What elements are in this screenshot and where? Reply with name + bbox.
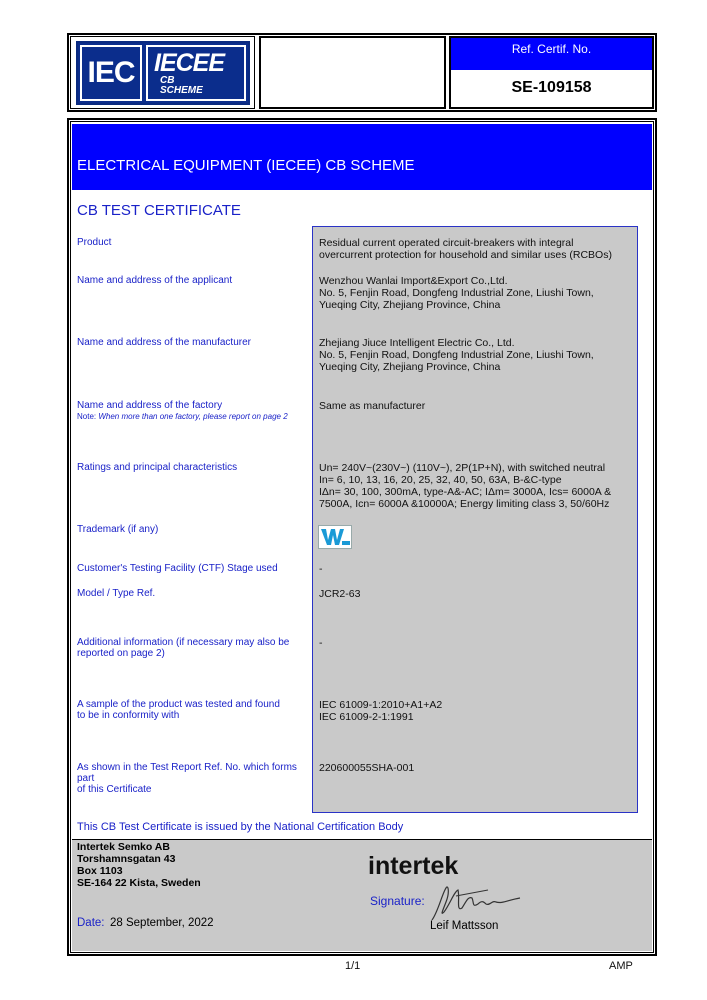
- additional-info-label: [77, 637, 312, 659]
- signer-name: Leif Mattsson: [430, 920, 499, 932]
- factory-note-prefix: Note:: [77, 412, 99, 421]
- ref-certif-number: SE-109158: [511, 79, 592, 96]
- sample-value: [319, 699, 634, 723]
- value-line: JCR2-63: [319, 588, 361, 600]
- document-code: AMP: [609, 960, 633, 972]
- header-blank-box: [259, 36, 446, 109]
- date-label: Date:: [77, 917, 105, 929]
- logo-background: [76, 41, 250, 105]
- value-line: Un= 240V~(230V~) (110V~), 2P(1P+N), with switched neutral: [319, 462, 606, 474]
- ctf-label: Customer's Testing Facility (CTF) Stage used: [77, 563, 278, 574]
- report-label-line: of this Certificate: [77, 784, 152, 795]
- value-line: No. 5, Fenjin Road, Dongfeng Industrial Zone, Liushi Town,: [319, 349, 594, 361]
- wl-trademark-logo-icon: [318, 525, 352, 549]
- intertek-logo: intertek: [368, 852, 459, 880]
- iec-iecee-logo: [70, 36, 255, 109]
- ref-certif-label: Ref. Certif. No.: [451, 38, 652, 70]
- report-label: [77, 762, 312, 795]
- value-line: -: [319, 637, 323, 649]
- value-line: IΔn= 30, 100, 300mA, type-A&-AC; IΔm= 3000A, Ics= 6000A &: [319, 486, 612, 498]
- applicant-value: [319, 275, 634, 311]
- product-value: [319, 237, 634, 261]
- address-line: Intertek Semko AB: [77, 841, 170, 853]
- additional-info-value: [319, 637, 634, 649]
- additional-info-label-line: Additional information (if necessary may also be: [77, 637, 290, 648]
- sample-label-line: to be in conformity with: [77, 710, 180, 721]
- iecee-cb-text: CB: [160, 75, 175, 86]
- page-number: 1/1: [345, 960, 361, 972]
- value-line: 7500A, Icn= 6000A &10000A; Energy limiting class 3, 50/60Hz: [319, 498, 610, 510]
- ratings-label: Ratings and principal characteristics: [77, 462, 238, 473]
- value-line: No. 5, Fenjin Road, Dongfeng Industrial Zone, Liushi Town,: [319, 287, 594, 299]
- date-value: 28 September, 2022: [110, 917, 214, 929]
- factory-label: [77, 400, 312, 422]
- address-line: Box 1103: [77, 865, 123, 877]
- iecee-logo-text: IECEE: [154, 49, 225, 77]
- value-line: Yueqing City, Zhejiang Province, China: [319, 299, 501, 311]
- value-line: Wenzhou Wanlai Import&Export Co.,Ltd.: [319, 275, 508, 287]
- value-line: Zhejiang Jiuce Intelligent Electric Co., Ltd.: [319, 337, 515, 349]
- value-line: -: [319, 563, 323, 575]
- factory-label-text: Name and address of the factory: [77, 400, 223, 411]
- value-line: IEC 61009-1:2010+A1+A2: [319, 699, 443, 711]
- additional-info-label-line: reported on page 2): [77, 648, 165, 659]
- sample-label: [77, 699, 312, 721]
- signature-icon: [428, 882, 528, 924]
- factory-note: [77, 411, 312, 422]
- address-line: SE-164 22 Kista, Sweden: [77, 877, 201, 889]
- issued-by-statement: This CB Test Certificate is issued by the National Certification Body: [77, 821, 404, 833]
- scheme-title-bar: [72, 124, 652, 190]
- iec-logo-mark: [80, 45, 142, 101]
- sample-label-line: A sample of the product was tested and found: [77, 699, 280, 710]
- iec-logo-text: IEC: [87, 56, 135, 89]
- iecee-scheme-text: SCHEME: [160, 85, 203, 96]
- value-line: Same as manufacturer: [319, 400, 426, 412]
- ratings-value: [319, 462, 634, 510]
- value-line: IEC 61009-2-1:1991: [319, 711, 414, 723]
- signature-label: Signature:: [370, 894, 425, 908]
- values-panel: [312, 226, 638, 813]
- value-line: Yueqing City, Zhejiang Province, China: [319, 361, 501, 373]
- address-line: Torshamnsgatan 43: [77, 853, 176, 865]
- report-value: [319, 762, 634, 774]
- reference-box: [449, 36, 654, 109]
- certificate-title: CB TEST CERTIFICATE: [77, 202, 241, 219]
- manufacturer-value: [319, 337, 634, 373]
- report-label-line: As shown in the Test Report Ref. No. which forms part: [77, 762, 297, 784]
- value-line: 220600055SHA-001: [319, 762, 415, 774]
- applicant-label: Name and address of the applicant: [77, 275, 233, 286]
- factory-value: [319, 400, 634, 412]
- iecee-logo-mark: [146, 45, 246, 101]
- model-value: [319, 588, 634, 600]
- value-line: In= 6, 10, 13, 16, 20, 25, 32, 40, 50, 63A, B-&C-type: [319, 474, 562, 486]
- manufacturer-label: Name and address of the manufacturer: [77, 337, 251, 348]
- value-line: overcurrent protection for household and similar uses (RCBOs): [319, 249, 612, 261]
- value-line: Residual current operated circuit-breakers with integral: [319, 237, 574, 249]
- factory-note-text: When more than one factory, please report on page 2: [98, 412, 288, 421]
- model-label: Model / Type Ref.: [77, 588, 156, 599]
- trademark-label: Trademark (if any): [77, 524, 159, 535]
- ctf-value: [319, 563, 634, 575]
- scheme-title: ELECTRICAL EQUIPMENT (IECEE) CB SCHEME: [77, 157, 415, 174]
- product-label: Product: [77, 237, 112, 248]
